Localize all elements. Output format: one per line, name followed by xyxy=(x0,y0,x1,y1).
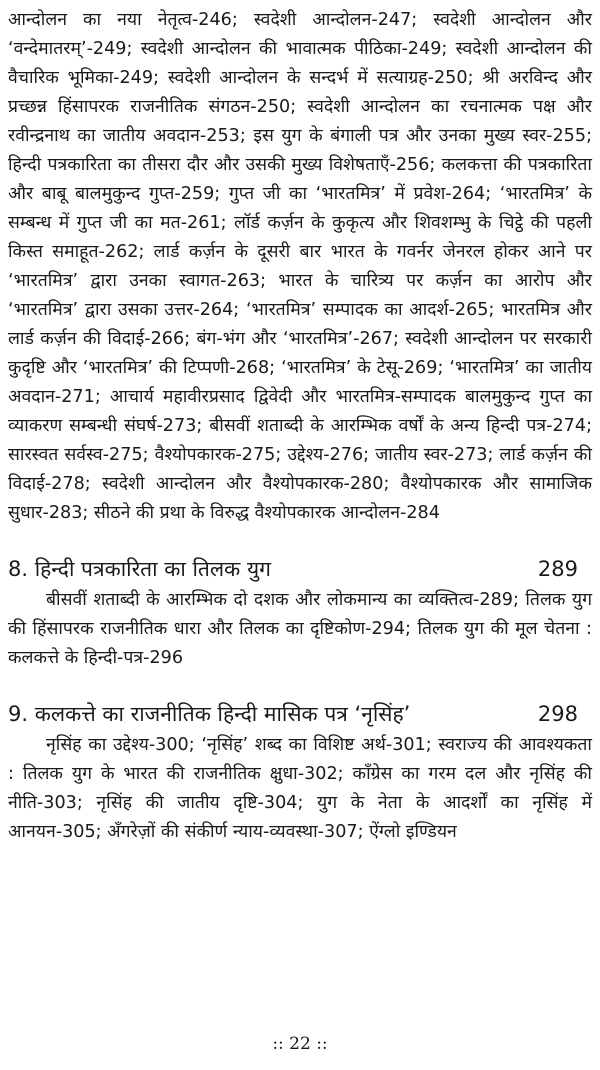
chapter-8-page-number: 289 xyxy=(537,557,578,581)
chapter-9-page-number: 298 xyxy=(537,702,578,726)
contents-page xyxy=(8,6,592,847)
chapter-9-title: 9. कलकत्ते का राजनीतिक हिन्दी मासिक पत्र ‘नृसिंह’ xyxy=(8,702,411,726)
chapter-8-title: 8. हिन्दी पत्रकारिता का तिलक युग xyxy=(8,557,271,581)
chapter-8-heading xyxy=(8,554,592,584)
chapter-9-topics: नृसिंह का उद्देश्य-300; ‘नृसिंह’ शब्द का विशिष्ट अर्थ-301; स्वराज्य की आवश्यकता : तिलक युग के भारत की राजनीतिक क्षुधा-302; काँग्रेस का गरम दल और नृसिंह की नीति-303; नृसिंह की जातीय दृष्टि-304; युग के नेता के आदर्शों का नृसिंह में आनयन-305; अँगरेज़ों की संकीर्ण न्याय-व्यवस्था-307; ऐंग्लो इण्डियन xyxy=(8,735,592,842)
intro-paragraph: आन्दोलन का नया नेतृत्व-246; स्वदेशी आन्दोलन-247; स्वदेशी आन्दोलन और ‘वन्देमातरम्’-249; स्वदेशी आन्दोलन की भावात्मक पीठिका-249; स्वदेशी आन्दोलन की वैचारिक भूमिका-249; स्वदेशी आन्दोलन के सन्दर्भ में सत्याग्रह-250; श्री अरविन्द और प्रच्छन्न हिंसापरक राजनीतिक संगठन-250; स्वदेशी आन्दोलन का रचनात्मक पक्ष और रवीन्द्रनाथ का जातीय अवदान-253; इस युग के बंगाली पत्र और उनका मुख्य स्वर-255; हिन्दी पत्रकारिता का तीसरा दौर और उसकी मुख्य विशेषताएँ-256; कलकत्ता की पत्रकारिता और बाबू बालमुकुन्द गुप्त-259; गुप्त जी का ‘भारतमित्र’ में प्रवेश-264; ‘भारतमित्र’ के सम्बन्ध में गुप्त जी का मत-261; लॉर्ड कर्ज़न के कुकृत्य और शिवशम्भु के चिट्ठे की पहली किस्त समाहूत-262; लार्ड कर्ज़न के दूसरी बार भारत के गवर्नर जेनरल होकर आने पर ‘भारतमित्र’ द्वारा उनका स्वागत-263; भारत के चारित्र्य पर कर्ज़न का आरोप और ‘भारतमित्र’ द्वारा उसका उत्तर-264; ‘भारतमित्र’ सम्पादक का आदर्श-265; भारतमित्र और लार्ड कर्ज़न की विदाई-266; बंग-भंग और ‘भारतमित्र’-267; स्वदेशी आन्दोलन पर सरकारी कुदृष्टि और ‘भारतमित्र’ की टिप्पणी-268; ‘भारतमित्र’ के टेसू-269; ‘भारतमित्र’ का जातीय अवदान-271; आचार्य महावीरप्रसाद द्विवेदी और भारतमित्र-सम्पादक बालमुकुन्द गुप्त का व्याकरण सम्बन्धी संघर्ष-273; बीसवीं शताब्दी के आरम्भिक वर्षों के अन्य हिन्दी पत्र-274; सारस्वत सर्वस्व-275; वैश्योपकारक-275; उद्देश्य-276; जातीय स्वर-273; लार्ड कर्ज़न की विदाई-278; स्वदेशी आन्दोलन और वैश्योपकारक-280; वैश्योपकारक और सामाजिक सुधार-283; सीठने की प्रथा के विरुद्ध वैश्योपकारक आन्दोलन-284 xyxy=(8,10,592,523)
chapter-9-heading xyxy=(8,699,592,729)
chapter-8-topics: बीसवीं शताब्दी के आरम्भिक दो दशक और लोकमान्य का व्यक्तित्व-289; तिलक युग की हिंसापरक राजनीतिक धारा और तिलक का दृष्टिकोण-294; तिलक युग की मूल चेतना : कलकत्ते के हिन्दी-पत्र-296 xyxy=(8,590,592,668)
page-footer-number: :: 22 :: xyxy=(272,1034,328,1054)
